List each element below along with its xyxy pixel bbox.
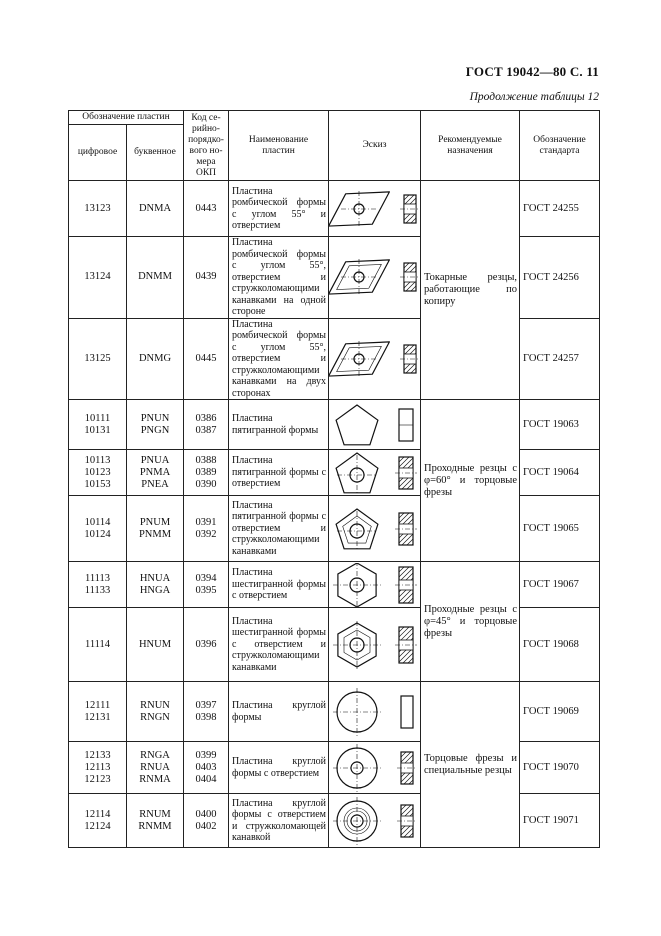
standard-header: Обозначение стандарта (520, 111, 600, 181)
insert-name-cell: Пластина ромбической формы с углом 55°, отверстием и стружколомающими канавками на одной стороне (229, 237, 329, 319)
rhombus-chipbreaker-one-side-icon (329, 238, 421, 316)
letter-code-cell: HNUA HNGA (127, 562, 184, 608)
sketch-cell (329, 181, 421, 237)
sketch-cell (329, 450, 421, 496)
insert-name-cell: Пластина пятигранной формы с отверстием и стружколомающими канавками (229, 496, 329, 562)
insert-name-cell: Пластина пятигранной формы с отверстием (229, 450, 329, 496)
okp-code-cell: 0439 (184, 237, 229, 319)
letter-code-cell: RNUM RNMM (127, 794, 184, 848)
table-row (69, 237, 600, 319)
sketch-cell (329, 794, 421, 848)
letter-code-cell: DNMM (127, 237, 184, 319)
digital-code-cell: 10113 10123 10153 (69, 450, 127, 496)
standard-cell: ГОСТ 24257 (520, 318, 600, 400)
recommended-header: Рекомендуемые назначения (421, 111, 520, 181)
insert-name-cell: Пластина круглой формы с отверстием и стружколомающей канавкой (229, 794, 329, 848)
sketch-header: Эскиз (329, 111, 421, 181)
standard-cell: ГОСТ 24255 (520, 181, 600, 237)
insert-name-cell: Пластина ромбической формы с углом 55°, отверстием и стружколомающими канавками на двух сторонах (229, 318, 329, 400)
standard-cell: ГОСТ 19070 (520, 742, 600, 794)
digital-code-cell: 12133 12113 12123 (69, 742, 127, 794)
okp-code-cell: 0386 0387 (184, 400, 229, 450)
sketch-cell (329, 608, 421, 682)
standard-cell: ГОСТ 19064 (520, 450, 600, 496)
digital-code-cell: 13123 (69, 181, 127, 237)
letter-code-cell: DNMG (127, 318, 184, 400)
circle-chipbreaker-icon (329, 795, 421, 847)
table-row (69, 742, 600, 794)
okp-code-cell: 0397 0398 (184, 682, 229, 742)
okp-code-cell: 0443 (184, 181, 229, 237)
insert-name-cell: Пластина круглой формы с отверстием (229, 742, 329, 794)
digital-code-cell: 12114 12124 (69, 794, 127, 848)
insert-name-cell: Пластина ромбической формы с углом 55° и отверстием (229, 181, 329, 237)
standard-cell: ГОСТ 24256 (520, 237, 600, 319)
letter-header: буквенное (127, 125, 184, 181)
sketch-cell (329, 400, 421, 450)
digital-code-cell: 12111 12131 (69, 682, 127, 742)
standard-cell: ГОСТ 19067 (520, 562, 600, 608)
name-header: Наименование пластин (229, 111, 329, 181)
letter-code-cell: HNUM (127, 608, 184, 682)
table-continuation-caption: Продолжение таблицы 12 (469, 91, 599, 103)
pentagon-chipbreaker-icon (329, 497, 421, 561)
recommended-use-cell: Проходные резцы с φ=45° и торцовые фрезы (421, 562, 520, 682)
letter-code-cell: PNUA PNMA PNEA (127, 450, 184, 496)
sketch-cell (329, 742, 421, 794)
pentagon-icon (329, 401, 421, 449)
circle-with-hole-icon (329, 743, 421, 793)
table-row (69, 450, 600, 496)
recommended-use-cell: Торцовые фрезы и специальные резцы (421, 682, 520, 848)
rhombus-with-hole-icon (329, 182, 421, 236)
letter-code-cell: RNGA RNUA RNMA (127, 742, 184, 794)
standard-cell: ГОСТ 19071 (520, 794, 600, 848)
digital-header: цифровое (69, 125, 127, 181)
digital-code-cell: 11113 11133 (69, 562, 127, 608)
digital-code-cell: 11114 (69, 608, 127, 682)
rhombus-chipbreaker-two-sides-icon (329, 321, 421, 397)
insert-name-cell: Пластина пятигранной формы (229, 400, 329, 450)
inserts-table (68, 110, 600, 848)
hexagon-with-hole-icon (329, 563, 421, 607)
table-row (69, 562, 600, 608)
table-row (69, 682, 600, 742)
page-header: ГОСТ 19042—80 С. 11 (465, 64, 599, 79)
code-header: Код се- рийно- порядко- вого но- мера ОКП (184, 111, 229, 181)
table-row (69, 400, 600, 450)
standard-cell: ГОСТ 19065 (520, 496, 600, 562)
okp-code-cell: 0391 0392 (184, 496, 229, 562)
okp-code-cell: 0445 (184, 318, 229, 400)
table-row (69, 318, 600, 400)
recommended-use-cell: Проходные резцы с φ=60° и торцовые фрезы (421, 400, 520, 562)
insert-name-cell: Пластина шестигранной формы с отверстием и стружколомающими канавками (229, 608, 329, 682)
insert-name-cell: Пластина круглой формы (229, 682, 329, 742)
okp-code-cell: 0388 0389 0390 (184, 450, 229, 496)
okp-code-cell: 0396 (184, 608, 229, 682)
table-row (69, 181, 600, 237)
standard-cell: ГОСТ 19069 (520, 682, 600, 742)
letter-code-cell: PNUN PNGN (127, 400, 184, 450)
designation-group-header: Обозначение пластин (69, 111, 184, 125)
pentagon-with-hole-icon (329, 451, 421, 495)
sketch-cell (329, 682, 421, 742)
table-row (69, 496, 600, 562)
hexagon-chipbreaker-icon (329, 609, 421, 681)
okp-code-cell: 0399 0403 0404 (184, 742, 229, 794)
digital-code-cell: 10111 10131 (69, 400, 127, 450)
standard-cell: ГОСТ 19068 (520, 608, 600, 682)
standard-cell: ГОСТ 19063 (520, 400, 600, 450)
letter-code-cell: PNUM PNMM (127, 496, 184, 562)
digital-code-cell: 10114 10124 (69, 496, 127, 562)
sketch-cell (329, 318, 421, 400)
okp-code-cell: 0400 0402 (184, 794, 229, 848)
insert-name-cell: Пластина шестигранной формы с отверстием (229, 562, 329, 608)
sketch-cell (329, 237, 421, 319)
letter-code-cell: RNUN RNGN (127, 682, 184, 742)
table-row (69, 608, 600, 682)
recommended-use-cell: Токарные резцы, работающие по копиру (421, 181, 520, 400)
sketch-cell (329, 562, 421, 608)
digital-code-cell: 13125 (69, 318, 127, 400)
sketch-cell (329, 496, 421, 562)
table-row (69, 794, 600, 848)
okp-code-cell: 0394 0395 (184, 562, 229, 608)
letter-code-cell: DNMA (127, 181, 184, 237)
digital-code-cell: 13124 (69, 237, 127, 319)
circle-icon (329, 683, 421, 741)
